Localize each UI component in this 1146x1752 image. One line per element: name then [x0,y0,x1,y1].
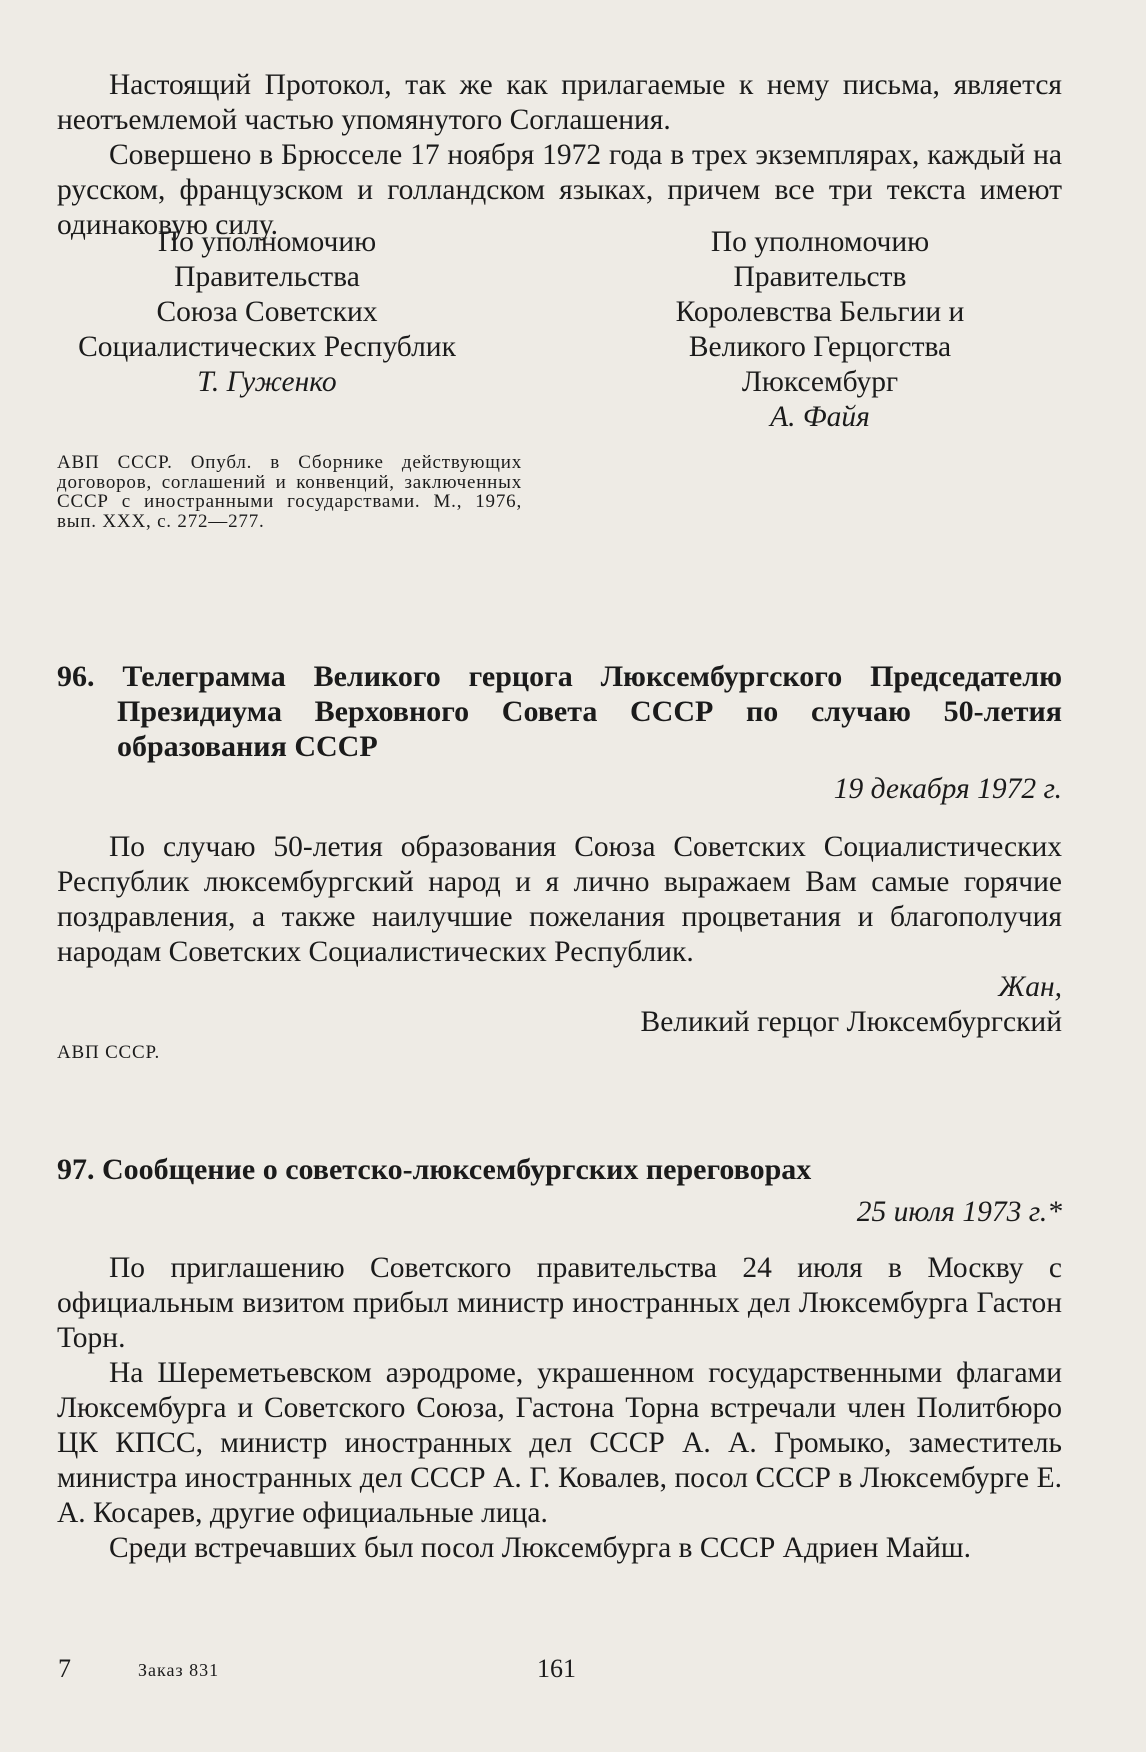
source-note-1 [57,453,522,531]
source-note-text: АВП СССР. [57,1042,161,1063]
document-97-paragraph-2: На Шереметьевском аэродроме, украшенном государственными флагами Люксембурга и Советского Союза, Гастона Торна встречали член Политбюро ЦК КПСС, министр иностранных дел СССР А. А. Громыко, заместитель министра иностранных дел СССР А. Г. Ковалев, посол СССР в Люксембурге Е. А. Косарев, другие официальные лица. [57,1357,1062,1529]
signature-line: По уполномочию [710,226,930,258]
intro-paragraph-1: Настоящий Протокол, так же как прилагаемые к нему письма, является неотъемлемой частью упомянутого Соглашения. [57,69,1062,136]
signature-line: Великого Герцогства [688,331,952,363]
intro-paragraph-2: Совершено в Брюсселе 17 ноября 1972 года в трех экземплярах, каждый на русском, французском и голландском языках, причем все три текста имеют одинаковую силу. [57,139,1062,241]
document-96-signer: Жан, [998,971,1062,1003]
signature-line: Правительств [733,261,907,293]
document-97-paragraph-3: Среди встречавших был посол Люксембурга в СССР Адриен Майш. [109,1532,971,1564]
signature-line: Королевства Бельгии и [675,296,965,328]
signature-line: По уполномочию [157,226,377,258]
document-96-signer-title: Великий герцог Люксембургский [640,1006,1062,1038]
document-97 [57,1152,1062,1566]
signature-line: Союза Советских [156,296,378,328]
signature-block-right [640,225,1000,435]
document-96-heading: 96. Телеграмма Великого герцога Люксембургского Председателю Президиума Верховного Совета СССР по случаю 50-летия образования СССР [57,660,1062,763]
signature-line: Правительства [174,261,360,293]
document-96-body: По случаю 50-летия образования Союза Советских Социалистических Республик люксембургский народ и я лично выражаем Вам самые горячие поздравления, а также наилучшие пожелания процветания и благополучия народам Советских Социалистических Республик. [57,831,1062,968]
footer-sheet-number: 7 [58,1654,71,1683]
footer-page-number: 161 [537,1654,576,1683]
signature-block-left [57,225,477,400]
source-note-text: АВП СССР. Опубл. в Сборнике действующих договоров, соглашений и конвенций, заключенных СССР с иностранными государствами. М., 1976, вып. XXX, с. 272—277. [57,452,522,532]
signature-line: Социалистических Республик [78,331,456,363]
signer-name: Т. Гуженко [197,366,337,398]
source-note-2 [57,1043,160,1063]
document-96 [57,659,1062,1040]
document-97-paragraph-1: По приглашению Советского правительства 24 июля в Москву с официальным визитом прибыл министр иностранных дел Люксембурга Гастон Торн. [57,1252,1062,1354]
document-97-date: 25 июля 1973 г.* [856,1196,1062,1228]
intro-section [57,68,1062,243]
signer-name: А. Файя [770,401,870,433]
document-97-heading: 97. Сообщение о советско-люксембургских переговорах [57,1153,812,1186]
signature-line: Люксембург [741,366,899,398]
document-96-date: 19 декабря 1972 г. [833,773,1062,805]
footer-order: Заказ 831 [138,1660,220,1680]
